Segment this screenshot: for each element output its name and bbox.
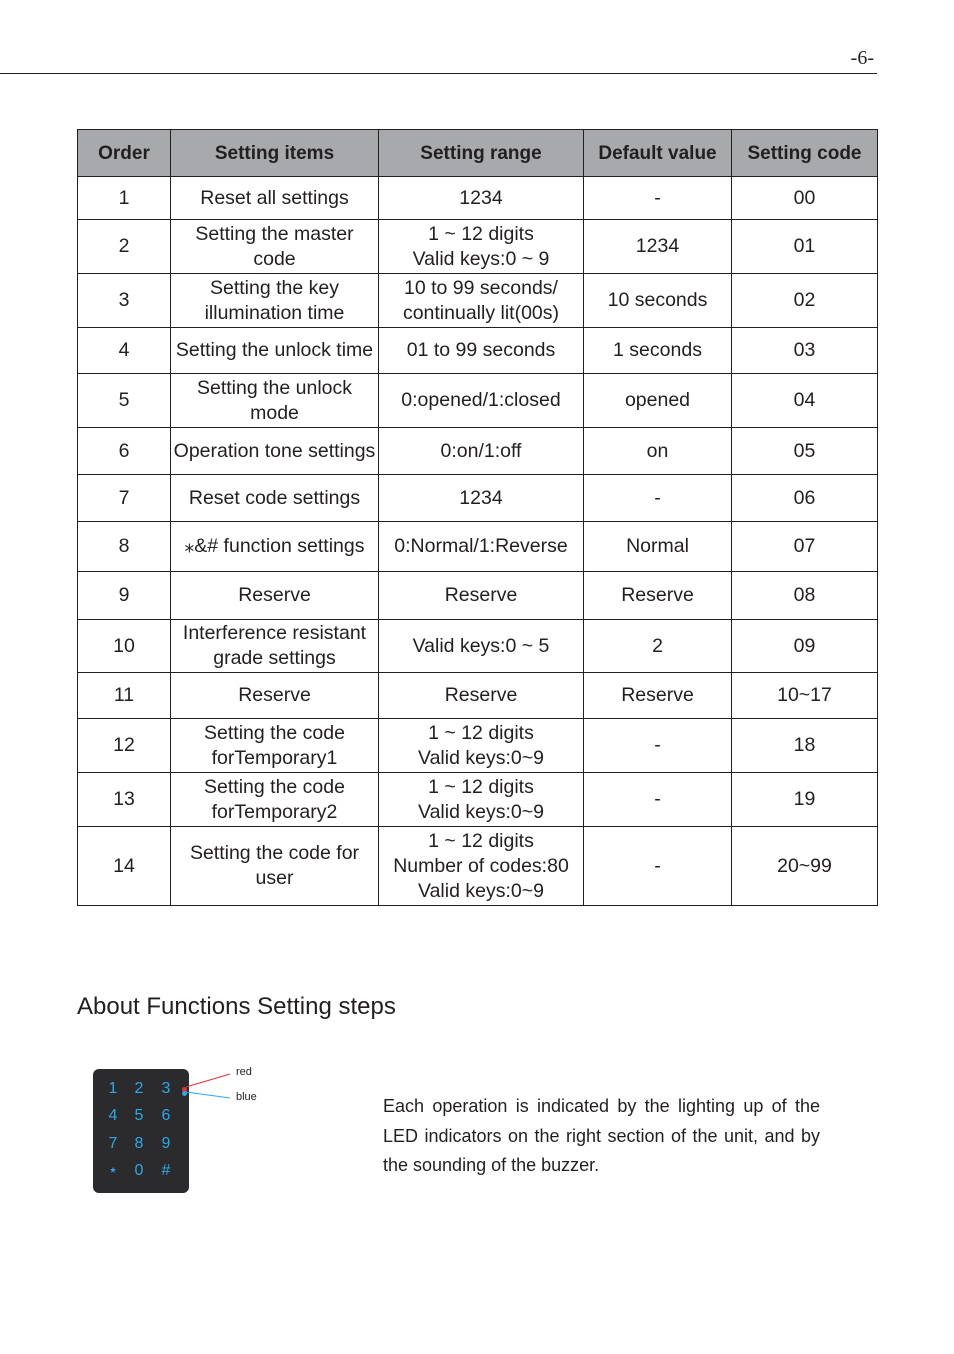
setting-item-cell — [171, 522, 379, 572]
keypad-key: 7 — [108, 1135, 118, 1152]
cell-line: Reserve — [444, 684, 518, 706]
table-row — [78, 719, 878, 773]
table-body — [78, 177, 878, 906]
table-row — [78, 177, 878, 220]
table-row — [78, 673, 878, 719]
setting-code-cell: 00 — [732, 177, 878, 220]
keypad-key: 5 — [134, 1107, 144, 1124]
setting-item-cell — [171, 673, 379, 719]
cell-line: Setting the code — [204, 721, 345, 744]
cell-line: Valid keys:0~9 — [418, 746, 544, 769]
setting-range-cell — [379, 220, 584, 274]
table-row — [78, 773, 878, 827]
table-header-row — [78, 130, 878, 177]
setting-range-cell — [379, 773, 584, 827]
table-row — [78, 572, 878, 620]
keypad-image — [93, 1069, 189, 1193]
setting-code-cell: 03 — [732, 328, 878, 374]
default-value-cell: Normal — [584, 522, 732, 572]
table-row — [78, 220, 878, 274]
section-title: About Functions Setting steps — [77, 993, 396, 1020]
cell-line: Valid keys:0~9 — [418, 879, 544, 902]
cell-line: illumination time — [204, 301, 345, 324]
keypad-key: 6 — [161, 1107, 171, 1124]
setting-item-cell — [171, 374, 379, 428]
cell-line: user — [255, 867, 294, 889]
default-value-cell: 1 seconds — [584, 328, 732, 374]
default-value-cell: opened — [584, 374, 732, 428]
table-row — [78, 475, 878, 522]
setting-item-cell — [171, 177, 379, 220]
setting-code-cell: 07 — [732, 522, 878, 572]
setting-range-cell — [379, 522, 584, 572]
cell-line: Number of codes:80 — [393, 854, 569, 877]
setting-item-cell — [171, 773, 379, 827]
default-value-cell: Reserve — [584, 572, 732, 620]
order-cell: 7 — [78, 475, 171, 522]
cell-line: Reset all settings — [200, 186, 349, 209]
default-value-cell: - — [584, 719, 732, 773]
setting-range-cell — [379, 827, 584, 906]
default-value-cell: 2 — [584, 620, 732, 673]
setting-item-cell — [171, 572, 379, 620]
order-cell: 8 — [78, 522, 171, 572]
table-row — [78, 428, 878, 475]
order-cell: 6 — [78, 428, 171, 475]
setting-code-cell: 18 — [732, 719, 878, 773]
keypad-key: 1 — [108, 1080, 118, 1097]
cell-line: 0:opened/1:closed — [401, 389, 561, 411]
default-value-cell: Reserve — [584, 673, 732, 719]
header-rule — [0, 73, 877, 74]
setting-code-cell: 02 — [732, 274, 878, 328]
setting-item-cell — [171, 328, 379, 374]
cell-line: Valid keys:0 ~ 9 — [412, 247, 550, 270]
order-cell: 9 — [78, 572, 171, 620]
setting-item-cell — [171, 428, 379, 475]
setting-code-cell: 05 — [732, 428, 878, 475]
keypad-key: ⋆ — [107, 1162, 118, 1179]
setting-range-cell — [379, 274, 584, 328]
setting-item-cell — [171, 620, 379, 673]
setting-code-cell: 08 — [732, 572, 878, 620]
cell-line: 0:on/1:off — [440, 439, 522, 462]
order-cell: 12 — [78, 719, 171, 773]
keypad-key: 3 — [161, 1080, 171, 1097]
order-cell: 2 — [78, 220, 171, 274]
blue-led-label: blue — [236, 1091, 257, 1103]
setting-code-cell: 01 — [732, 220, 878, 274]
cell-line: Valid keys:0~9 — [418, 800, 544, 823]
cell-line: Setting the key — [210, 276, 339, 299]
cell-line: 0:Normal/1:Reverse — [394, 535, 568, 557]
cell-line: ⁎&# function settings — [184, 535, 365, 557]
order-cell: 14 — [78, 827, 171, 906]
setting-range-cell — [379, 719, 584, 773]
header-default-value: Default value — [584, 130, 732, 177]
setting-item-cell — [171, 274, 379, 328]
header-setting-range: Setting range — [379, 130, 584, 177]
cell-line: Reserve — [238, 584, 311, 606]
cell-line: Reserve — [444, 584, 518, 606]
cell-line: continually lit(00s) — [402, 301, 560, 324]
default-value-cell: - — [584, 475, 732, 522]
setting-range-cell — [379, 620, 584, 673]
cell-line: 1 ~ 12 digits — [428, 829, 534, 852]
setting-code-cell: 10~17 — [732, 673, 878, 719]
keypad-key: 9 — [161, 1135, 171, 1152]
table-row — [78, 827, 878, 906]
cell-line: Operation tone settings — [173, 439, 376, 462]
table-row — [78, 274, 878, 328]
cell-line: 10 to 99 seconds/ — [404, 276, 558, 299]
table-row — [78, 328, 878, 374]
page-number: -6- — [850, 47, 874, 69]
description-paragraph: Each operation is indicated by the lighting up of the LED indicators on the right section of the unit, and by the sounding of the buzzer. — [383, 1096, 820, 1175]
setting-range-cell — [379, 328, 584, 374]
cell-line: 01 to 99 seconds — [406, 339, 556, 361]
header-setting-code: Setting code — [732, 130, 878, 177]
setting-code-cell: 04 — [732, 374, 878, 428]
cell-line: 1 ~ 12 digits — [428, 222, 534, 245]
cell-line: Reset code settings — [188, 486, 361, 509]
cell-line: Setting the code for — [189, 842, 360, 864]
cell-line: 1 ~ 12 digits — [428, 775, 534, 798]
default-value-cell: - — [584, 773, 732, 827]
setting-range-cell — [379, 572, 584, 620]
setting-code-cell: 09 — [732, 620, 878, 673]
order-cell: 4 — [78, 328, 171, 374]
header-order: Order — [78, 130, 171, 177]
cell-line: Setting the unlock — [196, 376, 353, 399]
default-value-cell: on — [584, 428, 732, 475]
default-value-cell: - — [584, 827, 732, 906]
setting-code-cell: 20~99 — [732, 827, 878, 906]
cell-line: Valid keys:0 ~ 5 — [412, 634, 550, 657]
setting-item-cell — [171, 475, 379, 522]
table-row — [78, 620, 878, 673]
default-value-cell: 10 seconds — [584, 274, 732, 328]
cell-line: grade settings — [213, 647, 336, 669]
order-cell: 3 — [78, 274, 171, 328]
blue-led-indicator — [182, 1091, 187, 1096]
default-value-cell: 1234 — [584, 220, 732, 274]
keypad-key: 0 — [134, 1162, 144, 1179]
setting-range-cell — [379, 374, 584, 428]
setting-item-cell — [171, 827, 379, 906]
order-cell: 11 — [78, 673, 171, 719]
cell-line: forTemporary2 — [211, 800, 338, 823]
setting-range-cell — [379, 475, 584, 522]
setting-range-cell — [379, 428, 584, 475]
setting-item-cell — [171, 220, 379, 274]
keypad-key: 8 — [134, 1135, 144, 1152]
cell-line: Setting the unlock time — [175, 339, 374, 361]
cell-line: 1 ~ 12 digits — [428, 721, 534, 744]
cell-line: Reserve — [238, 684, 311, 706]
order-cell: 1 — [78, 177, 171, 220]
cell-line: Setting the code — [204, 775, 345, 798]
table-row — [78, 522, 878, 572]
header-setting-items: Setting items — [171, 130, 379, 177]
red-led-label: red — [236, 1066, 252, 1078]
settings-table — [77, 129, 878, 906]
cell-line: forTemporary1 — [211, 746, 338, 769]
setting-item-cell — [171, 719, 379, 773]
default-value-cell: - — [584, 177, 732, 220]
cell-line: Interference resistant — [182, 622, 367, 644]
cell-line: Setting the master code — [195, 222, 354, 270]
setting-code-cell: 19 — [732, 773, 878, 827]
table-row — [78, 374, 878, 428]
keypad-key: 4 — [108, 1107, 118, 1124]
setting-range-cell — [379, 673, 584, 719]
cell-line: mode — [250, 401, 299, 424]
cell-line: 1234 — [459, 186, 503, 209]
order-cell: 5 — [78, 374, 171, 428]
order-cell: 13 — [78, 773, 171, 827]
setting-range-cell — [379, 177, 584, 220]
keypad-key: # — [161, 1162, 171, 1179]
setting-code-cell: 06 — [732, 475, 878, 522]
order-cell: 10 — [78, 620, 171, 673]
keypad-key: 2 — [134, 1080, 144, 1097]
cell-line: 1234 — [459, 486, 503, 509]
